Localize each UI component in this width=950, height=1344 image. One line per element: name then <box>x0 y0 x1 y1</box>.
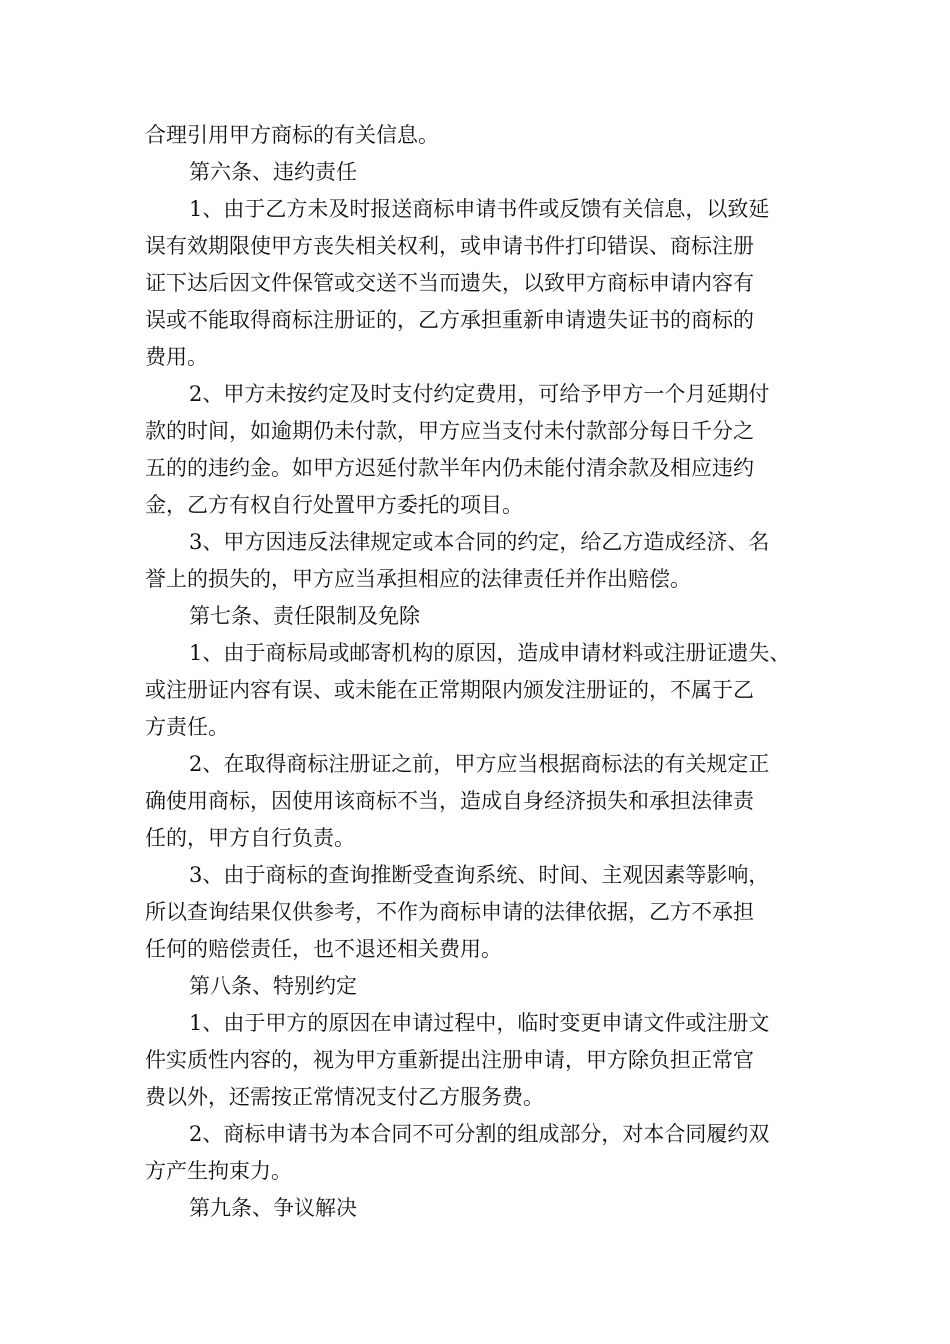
text-line: 或注册证内容有误、或未能在正常期限内颁发注册证的，不属于乙 <box>145 678 754 702</box>
text-line: 1、由于甲方的原因在申请过程中，临时变更申请文件或注册文 <box>189 1011 770 1035</box>
text-line: 金，乙方有权自行处置甲方委托的项目。 <box>145 493 523 517</box>
text-line: 证下达后因文件保管或交送不当而遗失，以致甲方商标申请内容有 <box>145 271 754 295</box>
text-line: 款的时间，如逾期仍未付款，甲方应当支付未付款部分每日千分之 <box>145 419 754 443</box>
document-page <box>145 117 820 1227</box>
section-heading-article-6: 第六条、违约责任 <box>189 160 357 184</box>
text-line: 2、商标申请书为本合同不可分割的组成部分，对本合同履约双 <box>189 1122 770 1146</box>
section-heading-article-7: 第七条、责任限制及免除 <box>189 604 420 628</box>
text-line: 任的，甲方自行负责。 <box>145 826 355 850</box>
text-line: 确使用商标，因使用该商标不当，造成自身经济损失和承担法律责 <box>145 789 754 813</box>
text-line: 1、由于商标局或邮寄机构的原因，造成申请材料或注册证遗失、 <box>189 641 791 665</box>
text-line: 3、甲方因违反法律规定或本合同的约定，给乙方造成经济、名 <box>189 530 770 554</box>
text-line: 誉上的损失的，甲方应当承担相应的法律责任并作出赔偿。 <box>145 567 691 591</box>
section-heading-article-8: 第八条、特别约定 <box>189 974 357 998</box>
text-line: 方责任。 <box>145 715 229 739</box>
text-line: 费用。 <box>145 345 208 369</box>
text-line: 合理引用甲方商标的有关信息。 <box>145 123 439 147</box>
text-line: 方产生拘束力。 <box>145 1159 292 1183</box>
text-line: 2、甲方未按约定及时支付约定费用，可给予甲方一个月延期付 <box>189 382 770 406</box>
text-line: 3、由于商标的查询推断受查询系统、时间、主观因素等影响， <box>189 863 770 887</box>
text-line: 2、在取得商标注册证之前，甲方应当根据商标法的有关规定正 <box>189 752 770 776</box>
text-line: 1、由于乙方未及时报送商标申请书件或反馈有关信息，以致延 <box>189 197 770 221</box>
text-line: 费以外，还需按正常情况支付乙方服务费。 <box>145 1085 544 1109</box>
section-heading-article-9: 第九条、争议解决 <box>189 1196 357 1220</box>
text-line: 五的的违约金。如甲方迟延付款半年内仍未能付清余款及相应违约 <box>145 456 754 480</box>
text-line: 任何的赔偿责任，也不退还相关费用。 <box>145 937 502 961</box>
text-line: 所以查询结果仅供参考，不作为商标申请的法律依据，乙方不承担 <box>145 900 754 924</box>
text-line: 误或不能取得商标注册证的，乙方承担重新申请遗失证书的商标的 <box>145 308 754 332</box>
text-line: 误有效期限使甲方丧失相关权利，或申请书件打印错误、商标注册 <box>145 234 754 258</box>
text-line: 件实质性内容的，视为甲方重新提出注册申请，甲方除负担正常官 <box>145 1048 754 1072</box>
